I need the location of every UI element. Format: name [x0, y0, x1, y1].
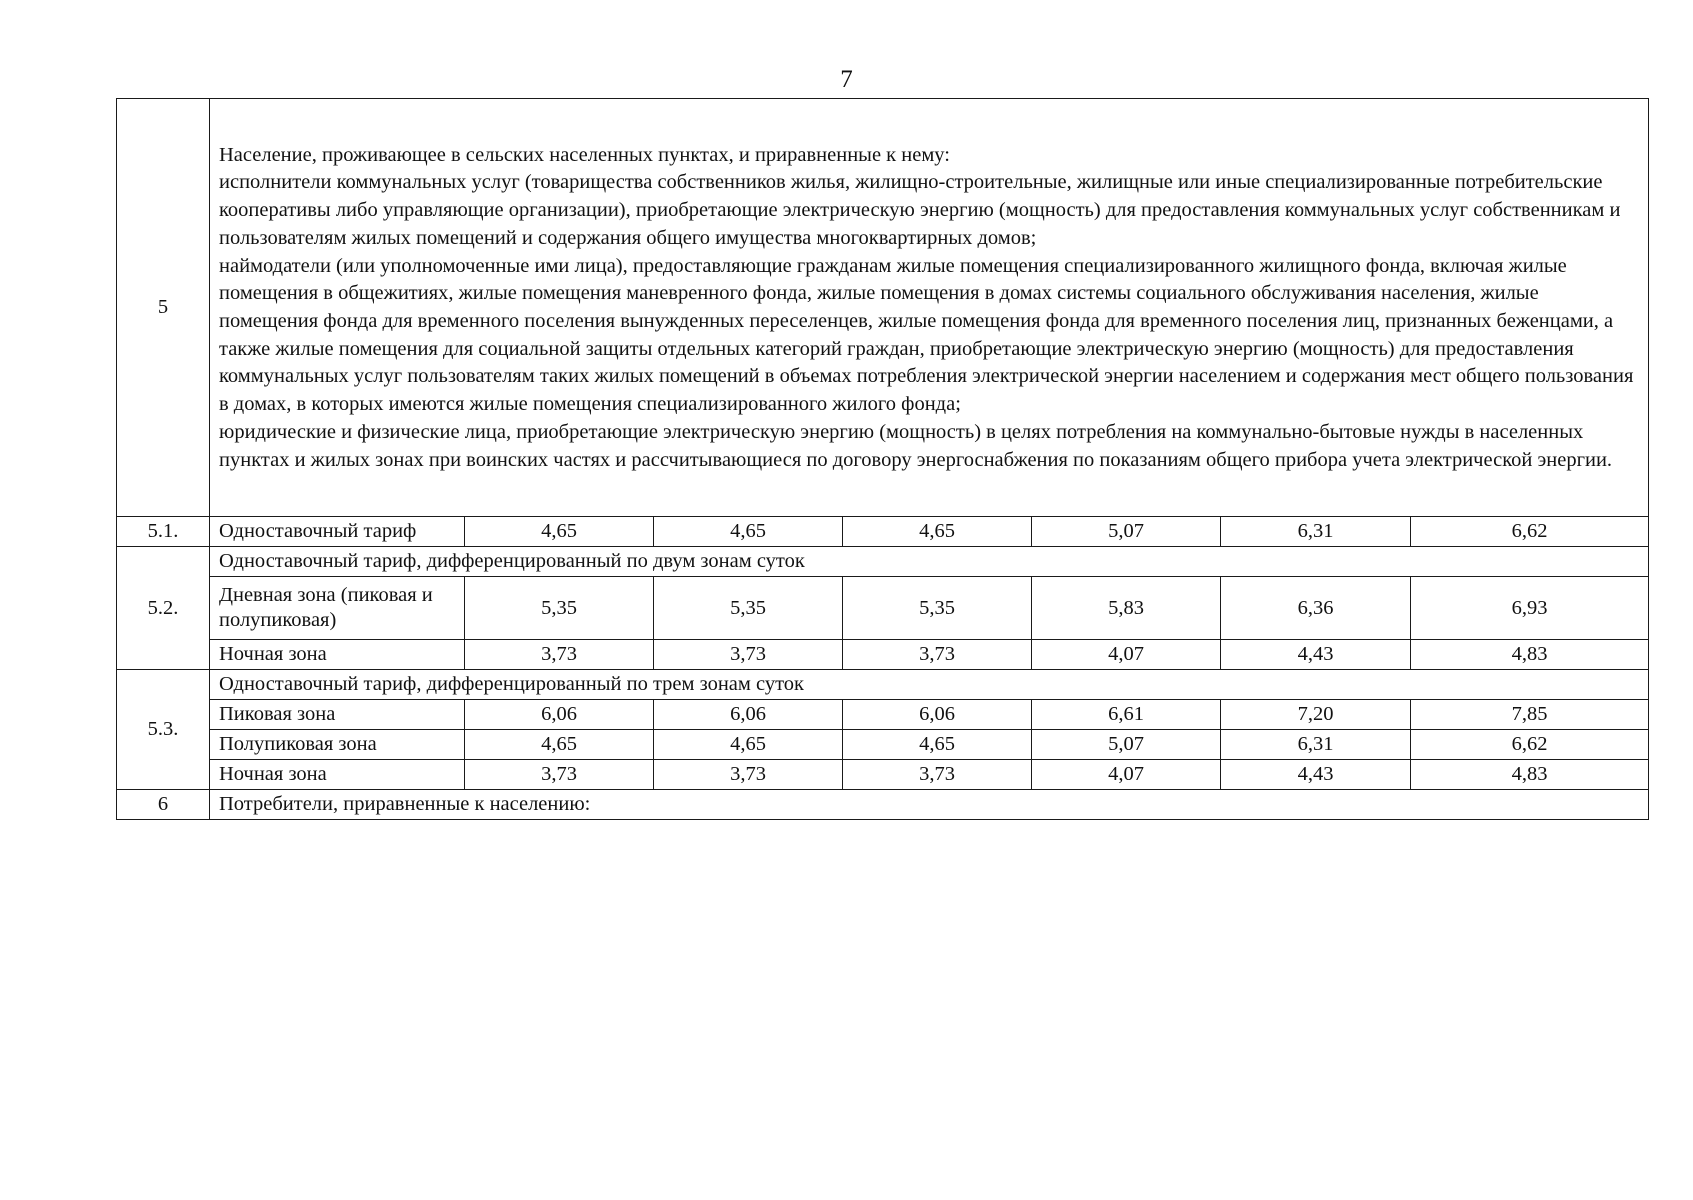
zone-label: Ночная зона [210, 760, 465, 790]
row-5-2-heading [117, 547, 1649, 577]
zone-label: Дневная зона (пиковая и полупиковая) [210, 577, 465, 640]
row-5-3-number: 5.3. [117, 670, 210, 790]
tariff-value: 4,65 [843, 730, 1032, 760]
tariff-value: 6,06 [843, 700, 1032, 730]
row-5-1 [117, 517, 1649, 547]
tariff-value: 7,85 [1411, 700, 1649, 730]
tariff-value: 4,07 [1032, 760, 1221, 790]
row-5-1-label: Одноставочный тариф [210, 517, 465, 547]
section-6-row [117, 790, 1649, 820]
tariff-value: 4,65 [654, 730, 843, 760]
tariff-value: 6,31 [1221, 517, 1411, 547]
tariff-value: 5,83 [1032, 577, 1221, 640]
tariff-value: 3,73 [465, 640, 654, 670]
section-5-row [117, 99, 1649, 517]
tariff-value: 3,73 [843, 760, 1032, 790]
tariff-value: 3,73 [465, 760, 654, 790]
tariff-value: 3,73 [654, 760, 843, 790]
row-5-2-number: 5.2. [117, 547, 210, 670]
zone-label: Ночная зона [210, 640, 465, 670]
section-6-text: Потребители, приравненные к населению: [210, 790, 1649, 820]
tariff-value: 4,65 [843, 517, 1032, 547]
tariff-value: 3,73 [843, 640, 1032, 670]
row-5-2-heading-text: Одноставочный тариф, дифференцированный по двум зонам суток [210, 547, 1649, 577]
row-5-3-peak [117, 700, 1649, 730]
tariff-value: 4,65 [465, 730, 654, 760]
section-5-paragraph: исполнители коммунальных услуг (товарищества собственников жилья, жилищно-строительные, жилищные или иные специализированные потребительские кооперативы либо управляющие организации), приобретающие электрическую энергию (мощность) для предоставления коммунальных услуг собственникам и пользователям жилых помещений и содержания общего имущества многоквартирных домов; [219, 171, 1621, 249]
tariff-value: 6,36 [1221, 577, 1411, 640]
row-5-1-number: 5.1. [117, 517, 210, 547]
row-5-3-semipeak [117, 730, 1649, 760]
section-6-number: 6 [117, 790, 210, 820]
tariff-value: 4,07 [1032, 640, 1221, 670]
section-5-paragraph: юридические и физические лица, приобретающие электрическую энергию (мощность) в целях потребления на коммунально-бытовые нужды в населенных пунктах и жилых зонах при воинских частях и рассчитывающиеся по договору энергоснабжения по показаниям общего прибора учета электрической энергии. [219, 420, 1613, 471]
tariff-value: 4,65 [654, 517, 843, 547]
section-5-description [210, 99, 1649, 517]
section-5-number: 5 [117, 99, 210, 517]
page-number: 7 [840, 66, 853, 93]
tariff-value: 5,35 [654, 577, 843, 640]
tariff-value: 6,06 [654, 700, 843, 730]
tariff-value: 7,20 [1221, 700, 1411, 730]
tariff-value: 6,62 [1411, 517, 1649, 547]
zone-label: Полупиковая зона [210, 730, 465, 760]
tariff-value: 6,93 [1411, 577, 1649, 640]
section-5-paragraph: Население, проживающее в сельских населенных пунктах, и приравненные к нему: [219, 143, 950, 166]
tariff-value: 6,62 [1411, 730, 1649, 760]
row-5-3-night [117, 760, 1649, 790]
tariff-value: 4,83 [1411, 760, 1649, 790]
row-5-2-day [117, 577, 1649, 640]
tariff-value: 3,73 [654, 640, 843, 670]
tariff-value: 5,35 [465, 577, 654, 640]
section-5-paragraph: наймодатели (или уполномоченные ими лица), предоставляющие гражданам жилые помещения специализированного жилищного фонда, включая жилые помещения в общежитиях, жилые помещения маневренного фонда, жилые помещения в домах системы социального обслуживания населения, жилые помещения фонда для временного поселения вынужденных переселенцев, жилые помещения фонда для временного поселения лиц, признанных беженцами, а также жилые помещения для социальной защиты отдельных категорий граждан, приобретающие электрическую энергию (мощность) для предоставления коммунальных услуг пользователям таких жилых помещений в объемах потребления электрической энергии населением и содержания мест общего пользования в домах, в которых имеются жилые помещения специализированного жилого фонда; [219, 254, 1634, 416]
tariff-value: 6,61 [1032, 700, 1221, 730]
tariff-value: 5,07 [1032, 730, 1221, 760]
zone-label: Пиковая зона [210, 700, 465, 730]
tariff-value: 4,65 [465, 517, 654, 547]
tariff-value: 5,35 [843, 577, 1032, 640]
tariff-value: 6,06 [465, 700, 654, 730]
tariff-value: 6,31 [1221, 730, 1411, 760]
tariff-value: 4,43 [1221, 760, 1411, 790]
tariff-table [116, 98, 1649, 820]
row-5-2-night [117, 640, 1649, 670]
tariff-value: 4,83 [1411, 640, 1649, 670]
row-5-3-heading-text: Одноставочный тариф, дифференцированный по трем зонам суток [210, 670, 1649, 700]
tariff-value: 5,07 [1032, 517, 1221, 547]
row-5-3-heading [117, 670, 1649, 700]
tariff-value: 4,43 [1221, 640, 1411, 670]
